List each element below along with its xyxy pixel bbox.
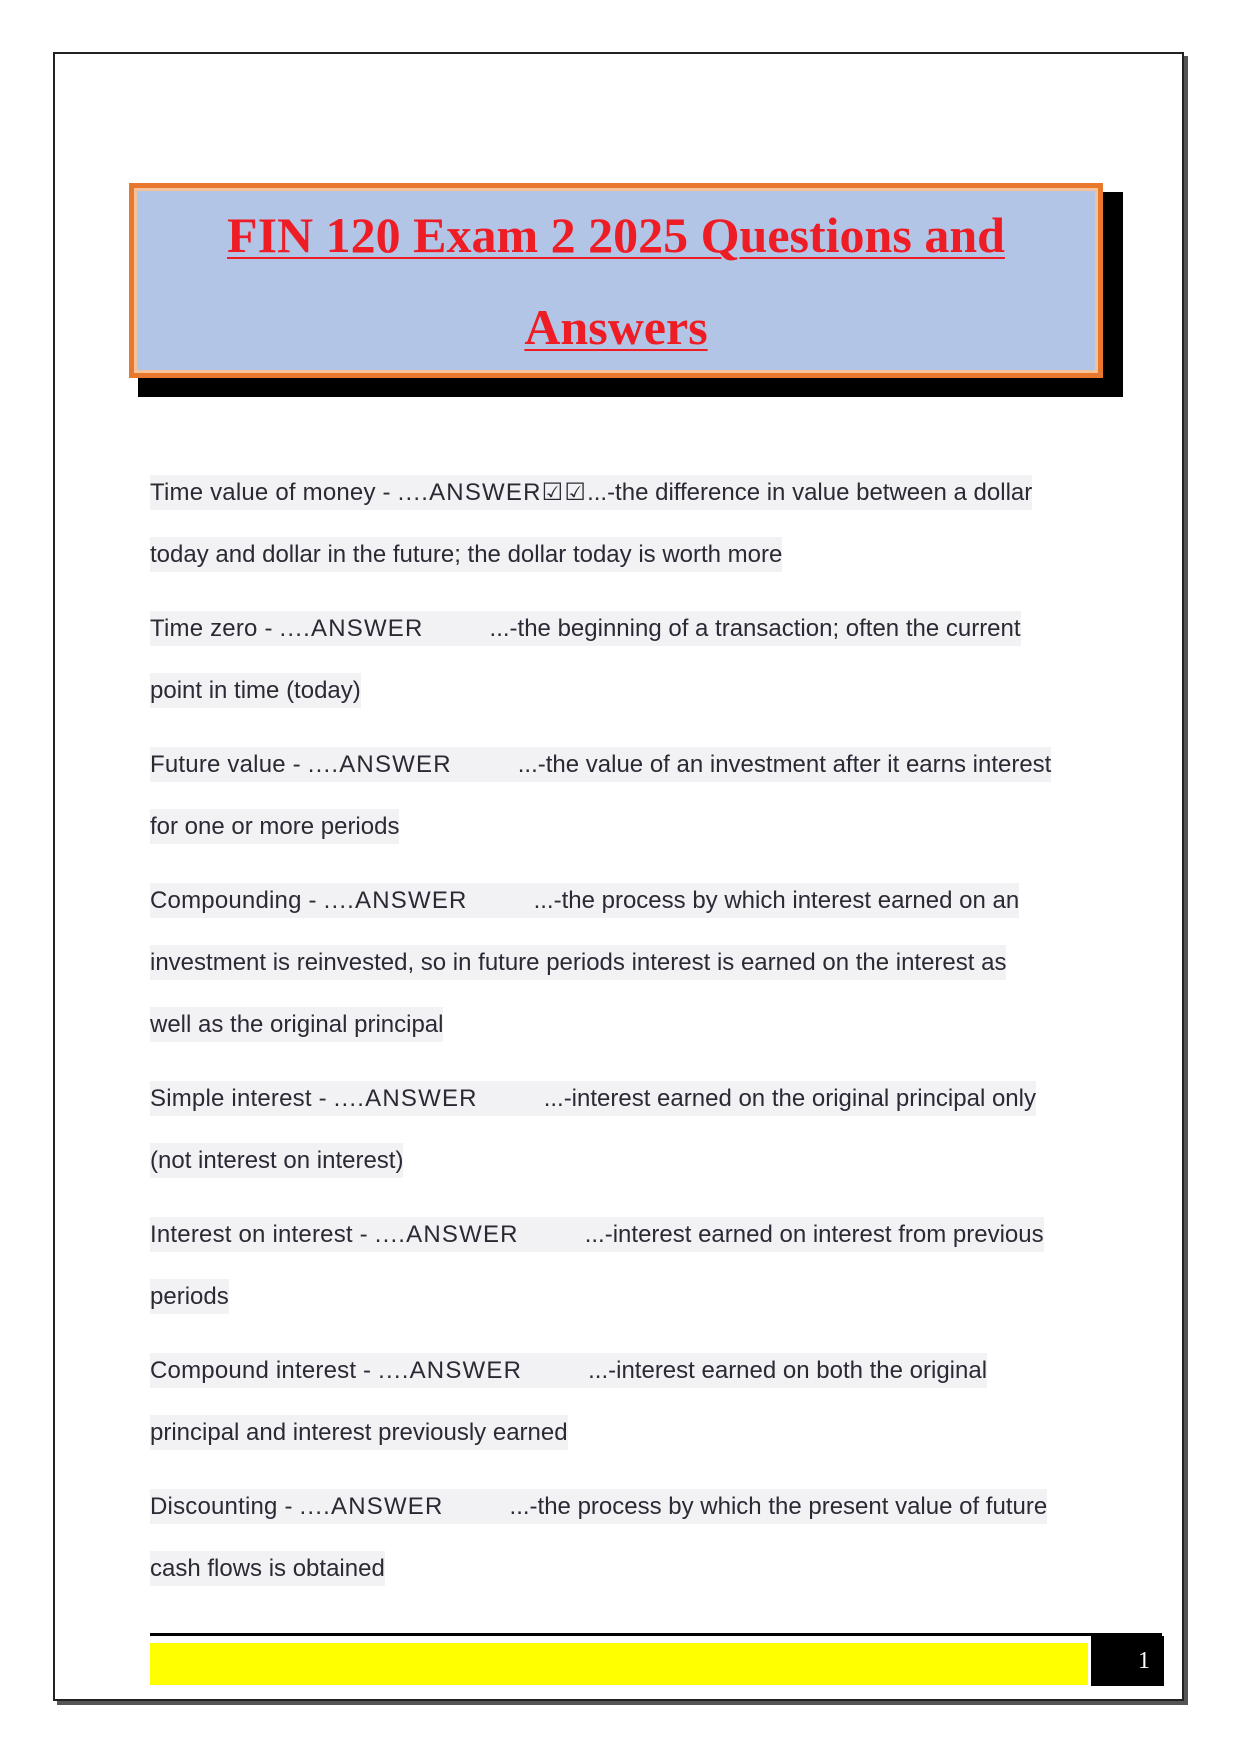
qa-definition-continuation	[150, 1538, 1090, 1600]
qa-entry-highlight	[150, 475, 1032, 510]
qa-continuation-text: today and dollar in the future; the dollar today is worth more	[150, 537, 782, 572]
qa-definition-start: ...-the process by which the present value of future	[509, 1493, 1048, 1520]
qa-entry-highlight	[150, 883, 1019, 918]
qa-entry	[150, 1068, 1090, 1192]
qa-entry-first-line	[150, 1476, 1090, 1538]
qa-continuation-text: investment is reinvested, so in future periods interest is earned on the interest as	[150, 945, 1006, 980]
answer-marker: ....ANSWER	[323, 887, 468, 914]
qa-entry-highlight	[150, 1489, 1047, 1524]
answer-marker: ....ANSWER	[378, 1357, 523, 1384]
qa-definition-continuation	[150, 1402, 1090, 1464]
qa-entry-highlight	[150, 747, 1051, 782]
qa-definition-continuation	[150, 1266, 1090, 1328]
qa-entry-highlight	[150, 611, 1021, 646]
qa-continuation-text: (not interest on interest)	[150, 1143, 403, 1178]
qa-definition-continuation	[150, 660, 1090, 722]
answer-marker: ....ANSWER	[333, 1085, 478, 1112]
qa-entry	[150, 598, 1090, 722]
qa-definition-start: ...-interest earned on the original principal only	[543, 1085, 1036, 1112]
qa-entry-first-line	[150, 462, 1090, 524]
qa-entry-first-line	[150, 1068, 1090, 1130]
qa-definition-continuation	[150, 932, 1090, 994]
qa-definition-continuation	[150, 524, 1090, 586]
qa-entry	[150, 462, 1090, 586]
qa-term: Interest on interest -	[150, 1221, 375, 1248]
document-title: FIN 120 Exam 2 2025 Questions and Answers	[227, 206, 1005, 355]
qa-entry	[150, 734, 1090, 858]
page-number: 1	[1091, 1636, 1164, 1686]
qa-term: Time zero -	[150, 615, 280, 642]
qa-entry	[150, 1204, 1090, 1328]
qa-term: Compounding -	[150, 887, 324, 914]
qa-definition-continuation	[150, 994, 1090, 1056]
qa-term: Compound interest -	[150, 1357, 379, 1384]
qa-continuation-text: cash flows is obtained	[150, 1551, 385, 1586]
qa-entry-first-line	[150, 1340, 1090, 1402]
answer-marker: ....ANSWER☑☑	[397, 479, 588, 506]
title-box	[129, 183, 1103, 378]
answer-marker: ....ANSWER	[307, 751, 452, 778]
qa-definition-continuation	[150, 796, 1090, 858]
qa-entry-highlight	[150, 1217, 1044, 1252]
qa-entry	[150, 1340, 1090, 1464]
qa-entry-first-line	[150, 1204, 1090, 1266]
qa-definition-continuation	[150, 1130, 1090, 1192]
qa-definition-start: ...-the value of an investment after it earns interest	[517, 751, 1052, 778]
qa-term: Time value of money -	[150, 479, 398, 506]
qa-entry	[150, 870, 1090, 1056]
answer-marker: ....ANSWER	[299, 1493, 444, 1520]
qa-term: Discounting -	[150, 1493, 300, 1520]
qa-definition-start: ...-the difference in value between a dollar	[587, 479, 1033, 506]
qa-definition-start: ...-the beginning of a transaction; often the current	[489, 615, 1021, 642]
qa-definition-start: ...-interest earned on both the original	[588, 1357, 988, 1384]
qa-term: Simple interest -	[150, 1085, 334, 1112]
qa-term: Future value -	[150, 751, 308, 778]
answer-marker: ....ANSWER	[374, 1221, 519, 1248]
qa-continuation-text: principal and interest previously earned	[150, 1415, 568, 1450]
qa-continuation-text: periods	[150, 1279, 229, 1314]
qa-entry-first-line	[150, 734, 1090, 796]
qa-definition-start: ...-interest earned on interest from previous	[584, 1221, 1044, 1248]
qa-entries	[150, 462, 1090, 1612]
qa-entry	[150, 1476, 1090, 1600]
qa-continuation-text: well as the original principal	[150, 1007, 443, 1042]
qa-entry-first-line	[150, 870, 1090, 932]
answer-marker: ....ANSWER	[279, 615, 424, 642]
qa-definition-start: ...-the process by which interest earned on an	[533, 887, 1020, 914]
qa-entry-first-line	[150, 598, 1090, 660]
footer-bar	[150, 1643, 1088, 1685]
qa-continuation-text: for one or more periods	[150, 809, 399, 844]
footer-rule	[150, 1633, 1162, 1636]
qa-entry-highlight	[150, 1081, 1036, 1116]
qa-continuation-text: point in time (today)	[150, 673, 361, 708]
qa-entry-highlight	[150, 1353, 987, 1388]
